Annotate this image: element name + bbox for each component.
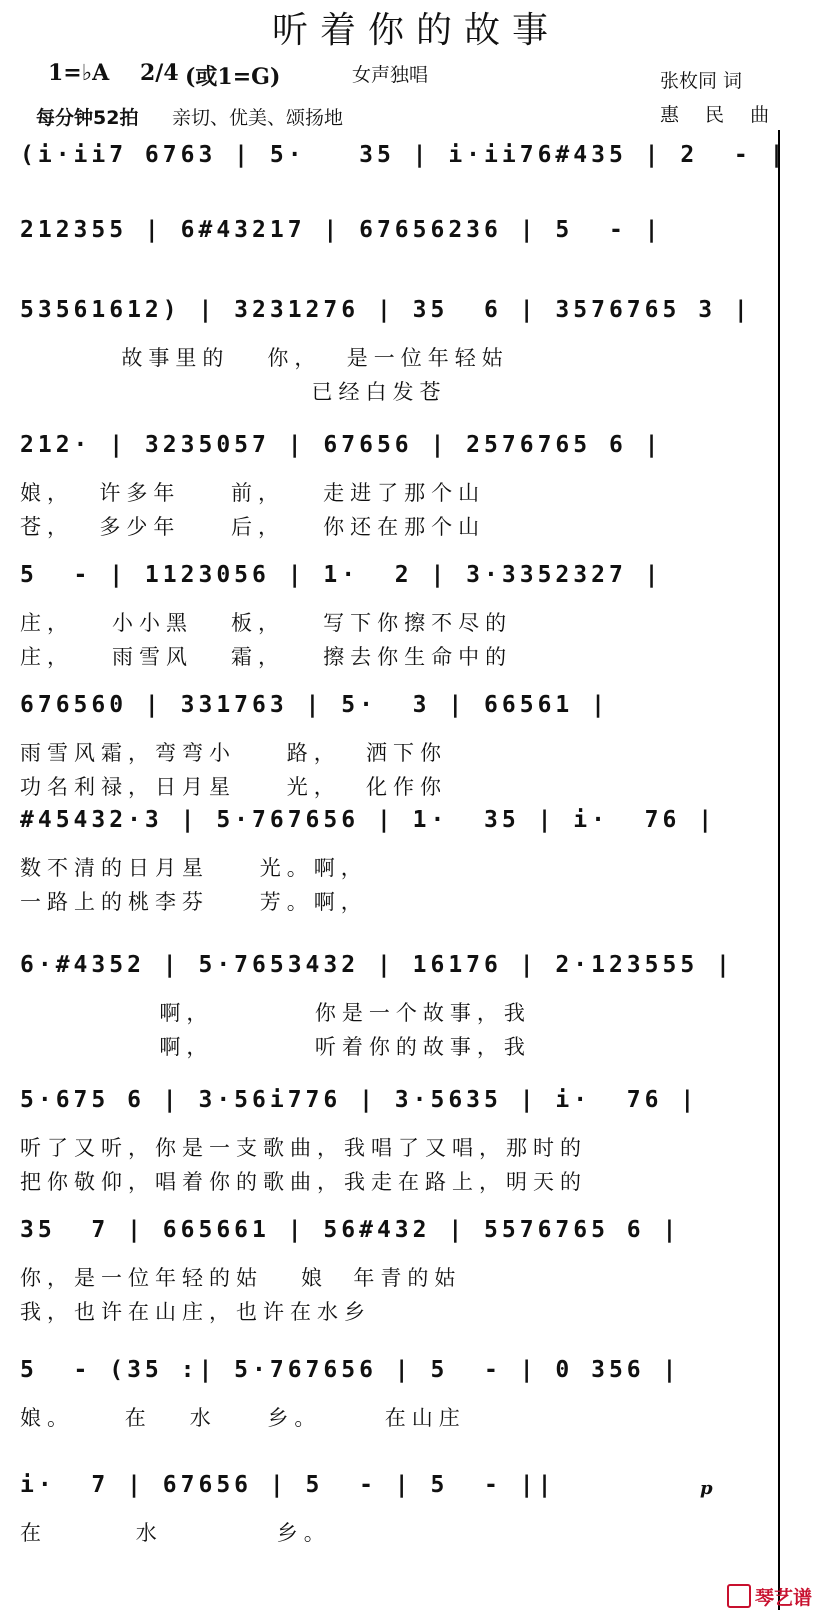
notation-line: 6·#4352 | 5·7653432 | 16176 | 2·123555 | — [20, 952, 734, 978]
notation-line: 5 - | 1123056 | 1· 2 | 3·3352327 | — [20, 562, 663, 588]
lyrics-lyrics1: 娘， 许多年 前， 走进了那个山 — [20, 481, 486, 505]
lyrics-lyrics2: 苍， 多少年 后， 你还在那个山 — [20, 515, 486, 539]
notation-line: 5 - (35 :| 5·767656 | 5 - | 0 356 | — [20, 1357, 681, 1383]
song-title: 听着你的故事 — [271, 10, 560, 51]
tempo-marking: 每分钟52拍 — [36, 107, 139, 129]
score-right-edge — [778, 130, 780, 1610]
notation-line: #45432·3 | 5·767656 | 1· 35 | i· 76 | — [20, 807, 717, 833]
lyrics-lyrics1: 雨雪风霜，弯弯小 路， 洒下你 — [20, 741, 448, 765]
lyricist-credit: 张枚同 词 — [660, 70, 743, 92]
lyrics-lyrics2: 功名利禄，日月星 光， 化作你 — [20, 775, 448, 799]
expression-marking: 亲切、优美、颂扬地 — [172, 107, 344, 129]
lyrics-lyrics1: 娘。 在 水 乡。 在山庄 — [20, 1406, 466, 1430]
lyrics-lyrics2: 已经白发苍 — [20, 380, 447, 404]
logo-icon — [727, 1584, 751, 1608]
lyrics-lyrics1: 故事里的 你， 是一位年轻姑 — [20, 346, 509, 370]
lyrics-lyrics1: 在 水 乡。 — [20, 1521, 331, 1545]
time-signature: 2/4 — [140, 60, 179, 86]
voice-type: 女声独唱 — [352, 64, 429, 86]
lyrics-lyrics2: 庄， 雨雪风 霜， 擦去你生命中的 — [20, 645, 513, 669]
lyrics-lyrics2: 一路上的桃李芬 芳。啊， — [20, 890, 368, 914]
lyrics-lyrics1: 你，是一位年轻的姑 娘 年青的姑 — [20, 1266, 462, 1290]
notation-line: (i·ii7 6763 | 5· 35 | i·ii76#435 | 2 - | — [20, 142, 788, 168]
notation-line: i· 7 | 67656 | 5 - | 5 - || — [20, 1472, 556, 1498]
notation-line: 35 7 | 665661 | 56#432 | 5576765 6 | — [20, 1217, 681, 1243]
notation-line: 212355 | 6#43217 | 67656236 | 5 - | — [20, 217, 663, 243]
dynamic-mark: p — [700, 1478, 713, 1499]
lyrics-lyrics1: 庄， 小小黑 板， 写下你擦不尽的 — [20, 611, 513, 635]
alternate-key: (或1=G) — [185, 64, 281, 90]
notation-line: 212· | 3235057 | 67656 | 2576765 6 | — [20, 432, 663, 458]
lyrics-lyrics1: 啊， 你是一个故事，我 — [20, 1001, 531, 1025]
watermark-logo — [727, 1583, 812, 1610]
key-signature: 1=♭A — [48, 60, 110, 86]
lyrics-lyrics2: 把你敬仰，唱着你的歌曲，我走在路上，明天的 — [20, 1170, 587, 1194]
composer-credit: 惠 民 曲 — [660, 104, 780, 126]
lyrics-lyrics1: 听了又听，你是一支歌曲，我唱了又唱，那时的 — [20, 1136, 587, 1160]
lyrics-lyrics1: 数不清的日月星 光。啊， — [20, 856, 368, 880]
watermark-text: 琴艺谱 — [754, 1587, 812, 1609]
notation-line: 53561612) | 3231276 | 35 6 | 3576765 3 | — [20, 297, 752, 323]
notation-line: 676560 | 331763 | 5· 3 | 66561 | — [20, 692, 609, 718]
notation-line: 5·675 6 | 3·56i776 | 3·5635 | i· 76 | — [20, 1087, 699, 1113]
lyrics-lyrics2: 啊， 听着你的故事，我 — [20, 1035, 531, 1059]
lyrics-lyrics2: 我，也许在山庄，也许在水乡 — [20, 1300, 371, 1324]
